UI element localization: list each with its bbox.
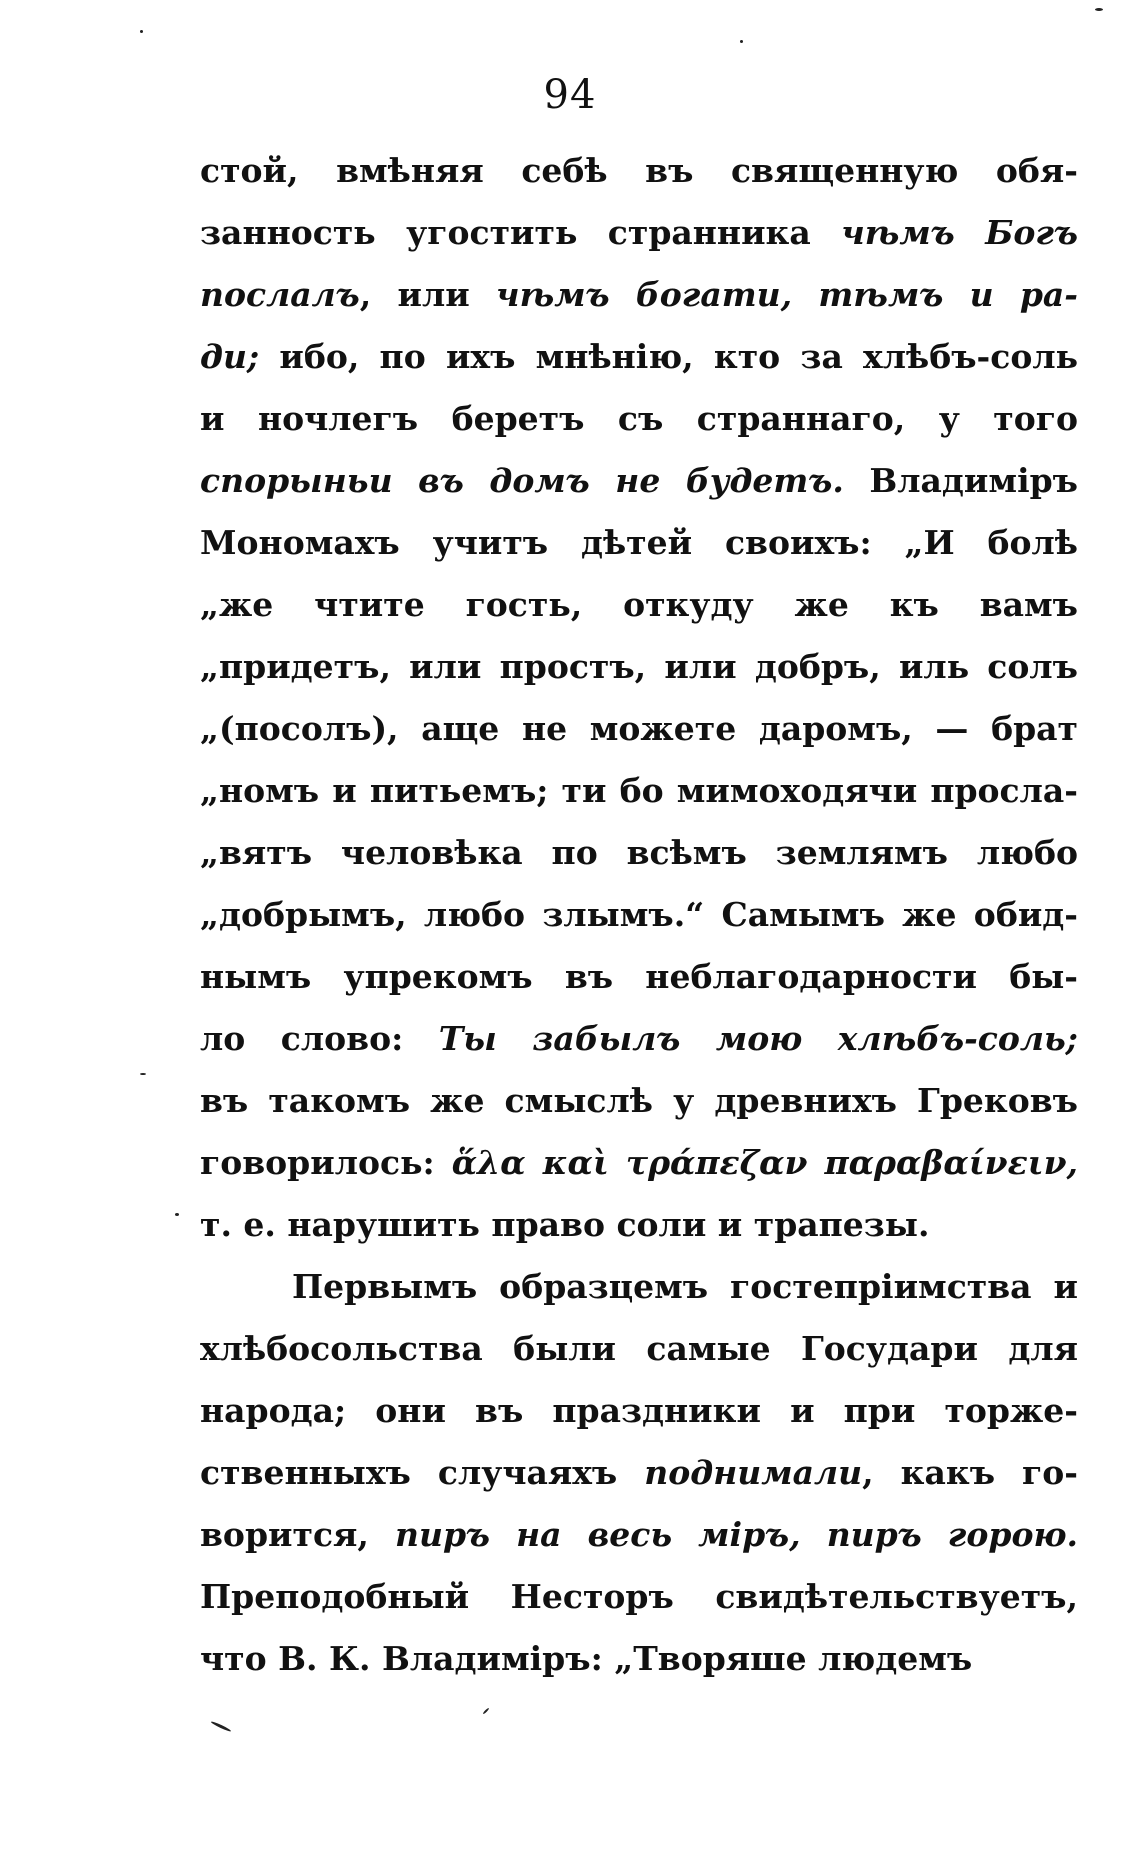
- italic-run: чѣмъ богати, тѣмъ и ра-: [496, 275, 1078, 314]
- text-run: нымъ упрекомъ въ неблагодарности бы-: [200, 957, 1078, 996]
- text-run: что В. К. Владиміръ: „Творяше людемъ: [200, 1639, 973, 1678]
- text-line: [200, 140, 1078, 202]
- text-run: „добрымъ, любо злымъ.“ Самымъ же обид-: [200, 895, 1078, 934]
- scan-speck: [175, 1213, 179, 1216]
- scan-speck: [140, 30, 143, 33]
- text-run: въ такомъ же смыслѣ у древнихъ Грековъ: [200, 1081, 1078, 1120]
- text-line: [200, 1132, 1078, 1194]
- text-run: и ночлегъ беретъ съ страннаго, у того: [200, 399, 1078, 438]
- text-run: „придетъ, или простъ, или добръ, иль солъ: [200, 647, 1078, 686]
- text-run: Мономахъ учитъ дѣтей своихъ: „И болѣ: [200, 523, 1078, 562]
- text-line: [200, 1070, 1078, 1132]
- text-run: ло слово:: [200, 1019, 439, 1058]
- text-line: [200, 574, 1078, 636]
- text-run: ибо, по ихъ мнѣнію, кто за хлѣбъ-соль: [259, 337, 1078, 376]
- italic-run: пиръ на весь міръ, пиръ горою.: [394, 1515, 1078, 1554]
- text-line: [200, 1008, 1078, 1070]
- text-line: [200, 202, 1078, 264]
- italic-run: Ты забылъ мою хлѣбъ-соль;: [438, 1019, 1078, 1058]
- text-run: , какъ го-: [862, 1453, 1078, 1492]
- text-run: „(посолъ), аще не можете даромъ, — брат: [200, 709, 1078, 748]
- italic-run: ἅλα καὶ τράπεζαν παραβαίνειν,: [451, 1143, 1078, 1182]
- text-line: [200, 1194, 1078, 1256]
- text-run: ворится,: [200, 1515, 395, 1554]
- text-run: Владиміръ: [843, 461, 1078, 500]
- paragraph-1: [200, 140, 1078, 1256]
- body-text: [200, 140, 1078, 1690]
- scan-speck: [482, 1707, 489, 1714]
- text-run: Первымъ образцемъ гостепріимства и: [292, 1267, 1078, 1306]
- paragraph-2: [200, 1256, 1078, 1690]
- text-line: [200, 760, 1078, 822]
- text-line: [200, 822, 1078, 884]
- text-line: [200, 512, 1078, 574]
- text-run: народа; они въ праздники и при торже-: [200, 1391, 1078, 1430]
- text-line: [200, 1566, 1078, 1628]
- text-run: „вятъ человѣка по всѣмъ землямъ любо: [200, 833, 1078, 872]
- text-line: [200, 1628, 1078, 1690]
- scan-speck: [140, 1073, 146, 1075]
- text-line: [200, 1442, 1078, 1504]
- text-line: [200, 1504, 1078, 1566]
- text-line: [200, 326, 1078, 388]
- scan-speck: [210, 1720, 231, 1732]
- text-run: , или: [359, 275, 497, 314]
- italic-run: поднимали: [644, 1453, 863, 1492]
- text-line: [200, 884, 1078, 946]
- italic-run: послалъ: [200, 275, 360, 314]
- text-line: [200, 636, 1078, 698]
- text-run: „номъ и питьемъ; ти бо мимоходячи просла-: [200, 771, 1078, 810]
- text-line: [200, 450, 1078, 512]
- italic-run: спорыньи въ домъ не будетъ.: [200, 461, 844, 500]
- text-line: [200, 1318, 1078, 1380]
- text-run: занность угостить странника: [200, 213, 842, 252]
- text-line: [200, 388, 1078, 450]
- text-run: „же чтите гость, откуду же къ вамъ: [200, 585, 1078, 624]
- scan-speck: [1095, 8, 1103, 11]
- text-run: стой, вмѣняя себѣ въ священную обя-: [200, 151, 1078, 190]
- italic-run: ди;: [200, 337, 260, 376]
- text-run: Преподобный Несторъ свидѣтельствуетъ,: [200, 1577, 1078, 1616]
- scan-speck: [740, 40, 743, 43]
- page-number: 94: [543, 72, 597, 118]
- text-run: хлѣбосольства были самые Государи для: [200, 1329, 1078, 1368]
- text-line: [200, 946, 1078, 1008]
- text-run: т. е. нарушить право соли и трапезы.: [200, 1205, 930, 1244]
- text-run: говорилось:: [200, 1143, 452, 1182]
- text-run: ственныхъ случаяхъ: [200, 1453, 645, 1492]
- text-line: [200, 1380, 1078, 1442]
- italic-run: чѣмъ Богъ: [841, 213, 1078, 252]
- text-line: [200, 1256, 1078, 1318]
- text-line: [200, 698, 1078, 760]
- text-line: [200, 264, 1078, 326]
